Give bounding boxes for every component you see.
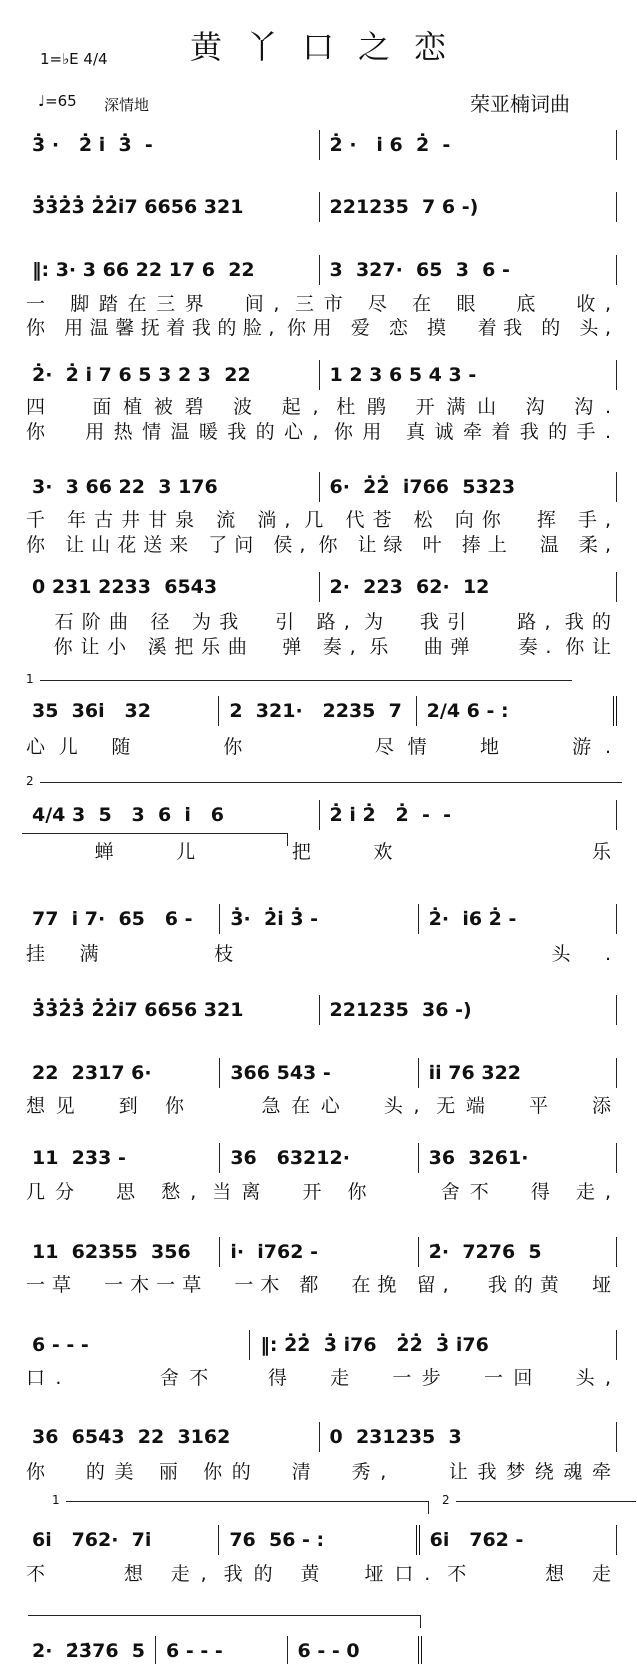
measure: 2/4 6 - : — [417, 696, 617, 726]
lyric-line: 一 脚踏在三界 间, 三市 尽 在 眼 底 收, — [26, 293, 611, 315]
measure: 2̇· 2̇ i̇ 7 6 5 3 2 3 22 — [22, 360, 320, 390]
measure: 2· 2̇3̇76 5 — [22, 1636, 156, 1664]
measure: 0 231235 3 — [320, 1422, 618, 1452]
composer-credit: 荣亚楠词曲 — [470, 92, 570, 116]
measure: i̇· i̇762 - — [220, 1237, 418, 1267]
expression-marking: 深情地 — [104, 96, 150, 114]
measure: 2· 223 62· 12 — [320, 572, 618, 602]
measure: 77 i 7· 65 6 - — [22, 904, 220, 934]
measure: 6· 2̇2̇ i̇766 5323 — [320, 472, 618, 502]
staff-row — [22, 472, 617, 502]
measure: 2 321· 2235 7 — [219, 696, 416, 726]
staff-row — [22, 1525, 617, 1555]
measure: ‖: 2̇2̇ 3̇ i̇76 2̇2̇ 3̇ i̇76 — [250, 1330, 617, 1360]
measure: 3 327· 65 3 6 - — [320, 255, 618, 285]
measure: 35 36i 32 — [22, 696, 219, 726]
lyric-line: 石阶曲 径 为我 引 路, 为 我引 路, 我的 — [26, 611, 611, 633]
staff-row — [22, 696, 617, 726]
staff-row — [22, 904, 617, 934]
staff-row — [22, 1237, 617, 1267]
lyric-line: 你 用温馨抚着我的脸, 你用 爱 恋 摸 着我 的 头, — [26, 317, 611, 339]
lyric-line: 你 让山花送来 了问 侯, 你 让绿 叶 捧上 温 柔, — [26, 534, 611, 556]
measure: 76 56 - : — [219, 1525, 419, 1555]
key-signature: 1=♭E 4/4 — [40, 50, 108, 68]
lyric-line: 不 想 走, 我的 黄 垭口. 不 想 走 — [26, 1563, 611, 1585]
staff-row — [22, 1143, 617, 1173]
tempo-marking: ♩=65 — [38, 92, 77, 110]
staff-row — [22, 995, 617, 1025]
measure: 6i 762· 7i — [22, 1525, 219, 1555]
lyric-line: 你 的美 丽 你的 清 秀, 让我梦绕魂牵 — [26, 1461, 611, 1483]
volta-2: 2 — [40, 782, 622, 795]
lyric-line: 你 用热情温暖我的心, 你用 真诚牵着我的手. — [26, 421, 611, 443]
measure: 11 233 - — [22, 1143, 220, 1173]
measure: 2̇· i̇6 2̇ - — [419, 904, 617, 934]
lyric-line: 四 面植被碧 波 起, 杜鹃 开满山 沟 沟. — [26, 396, 611, 418]
lyric-line: 千 年古井甘泉 流 淌, 几 代苍 松 向你 挥 手, — [26, 509, 611, 531]
measure: 221235 36 -) — [320, 995, 618, 1025]
measure: 3̇3̇2̇3̇ 2̇2̇i̇7 6656 321 — [22, 192, 320, 222]
measure: 6 - - - — [156, 1636, 288, 1664]
measure: 2̇· 7276 5 — [419, 1237, 617, 1267]
measure: 6 - - 0 — [288, 1636, 423, 1664]
measure: 2̇ · i̇ 6 2̇ - — [320, 130, 618, 160]
lyric-line: 想见 到 你 急在心 头, 无端 平 添 — [26, 1095, 611, 1117]
staff-row — [22, 130, 617, 160]
measure: 3̇3̇2̇3̇ 2̇2̇i̇7 6656 321 — [22, 995, 320, 1025]
measure: 3̇ · 2̇ i̇ 3̇ - — [22, 130, 320, 160]
staff-row — [22, 360, 617, 390]
staff-row — [22, 572, 617, 602]
measure: 22 2317 6· — [22, 1058, 220, 1088]
lyric-line: 口. 舍不 得 走 一步 一回 头, — [26, 1367, 611, 1389]
volta-1: 1 — [40, 680, 572, 693]
lyric-line: 一草 一木一草 一木 都 在挽 留, 我的黄 垭 — [26, 1274, 611, 1296]
lyric-line: 心儿 随 你 尽情 地 游. — [26, 736, 611, 758]
measure: 3̇· 2̇i̇ 3̇ - — [220, 904, 418, 934]
measure: 6 - - - — [22, 1330, 250, 1360]
measure: 36 3261· — [419, 1143, 617, 1173]
lyric-line: 挂满 枝 头. — [26, 943, 611, 965]
measure: 6i 762 - — [420, 1525, 617, 1555]
song-title: 黄丫口之恋 — [190, 28, 471, 66]
lyric-line: 几分 思 愁, 当离 开 你 舍不 得 走, — [26, 1181, 611, 1203]
measure: ‖: 3· 3 66 22 17 6 22 — [22, 255, 320, 285]
staff-row — [22, 1330, 617, 1360]
measure: 11 62355 356 — [22, 1237, 220, 1267]
measure: 0 231 2233 6543 — [22, 572, 320, 602]
staff-row — [22, 1422, 617, 1452]
staff-row — [22, 1636, 422, 1664]
measure: 4/4 3 5 3 6 i 6 — [22, 800, 320, 830]
staff-row — [22, 800, 617, 830]
lyric-line: 你让小 溪把乐曲 弹 奏, 乐 曲弹 奏. 你让 — [26, 636, 611, 658]
measure: 1 2 3 6 5 4 3 - — [320, 360, 618, 390]
measure: 3· 3 66 22 3 176 — [22, 472, 320, 502]
staff-row — [22, 255, 617, 285]
staff-row — [22, 192, 617, 222]
measure: i̇i̇ 76 322 — [419, 1058, 617, 1088]
volta-2b-cont — [28, 1615, 421, 1628]
volta-2b: 2 — [456, 1501, 636, 1514]
measure: 36 6543 22 3162 — [22, 1422, 320, 1452]
lyric-line: 蝉 儿 把 欢 乐 — [26, 841, 611, 863]
volta-1b: 1 — [66, 1501, 429, 1514]
measure: 36 63212· — [220, 1143, 418, 1173]
measure: 2̇ i̇ 2̇ 2̇ - - — [320, 800, 618, 830]
staff-row — [22, 1058, 617, 1088]
measure: 221235 7 6 -) — [320, 192, 618, 222]
measure: 366 543 - — [220, 1058, 418, 1088]
